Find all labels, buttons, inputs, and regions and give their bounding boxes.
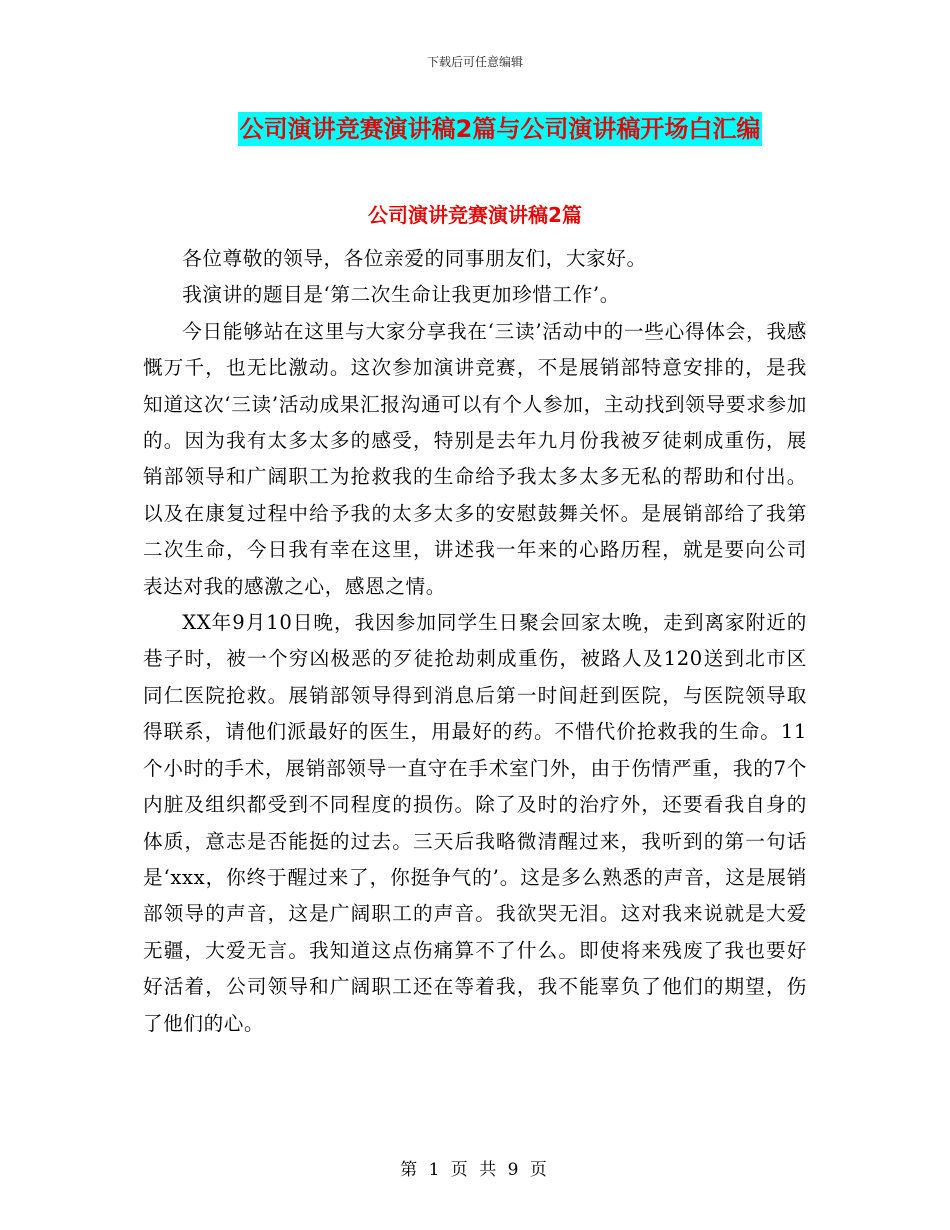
paragraph-topic: 我演讲的题目是‘第二次生命让我更加珍惜工作’。 xyxy=(182,283,620,307)
document-title: 公司演讲竞赛演讲稿2篇与公司演讲稿开场白汇编 xyxy=(238,112,763,146)
section-title: 公司演讲竞赛演讲稿2篇 xyxy=(368,203,582,227)
paragraph-story: XX年9月10日晚，我因参加同学生日聚会回家太晚，走到离家附近的巷子时，被一个穷凶极恶的歹徒抢劫刺成重伤，被路人及120送到北市区同仁医院抢救。展销部领导得到消息后第一时间赶到医院，与医院领导取得联系，请他们派最好的医生，用最好的药。不惜代价抢救我的生命。11个小时的手术，展销部领导一直守在手术室门外，由于伤情严重，我的7个内脏及组织都受到不同程度的损伤。除了及时的治疗外，还要看我自身的体质，意志是否能挺的过去。三天后我略微清醒过来，我听到的第一句话是‘xxx，你终于醒过来了，你挺争气的’。这是多么熟悉的声音，这是展销部领导的声音，这是广阔职工的声音。我欲哭无泪。这对我来说就是大爱无疆，大爱无言。我知道这点伤痛算不了什么。即使将来残废了我也要好好活着，公司领导和广阔职工还在等着我，我不能辜负了他们的期望，伤了他们的心。 xyxy=(143,611,807,1035)
page-footer: 第 1 页 共 9 页 xyxy=(400,1160,550,1180)
header-note: 下载后可任意编辑 xyxy=(426,55,523,69)
doc-title-wrap xyxy=(0,112,950,146)
paragraph-greeting: 各位尊敬的领导，各位亲爱的同事朋友们，大家好。 xyxy=(182,247,647,270)
paragraph-intro: 今日能够站在这里与大家分享我在‘三读’活动中的一些心得体会，我感慨万千，也无比激动。这次参加演讲竞赛，不是展销部特意安排的，是我知道这次‘三读’活动成果汇报沟通可以有个人参加，主动找到领导要求参加的。因为我有太多太多的感受，特别是去年九月份我被歹徒刺成重伤，展销部领导和广阔职工为抢救我的生命给予我太多太多无私的帮助和付出。以及在康复过程中给予我的太多太多的安慰鼓舞关怀。是展销部给了我第二次生命，今日我有幸在这里，讲述我一年来的心路历程，就是要向公司表达对我的感激之心，感恩之情。 xyxy=(143,319,807,598)
body-text xyxy=(143,220,807,1042)
